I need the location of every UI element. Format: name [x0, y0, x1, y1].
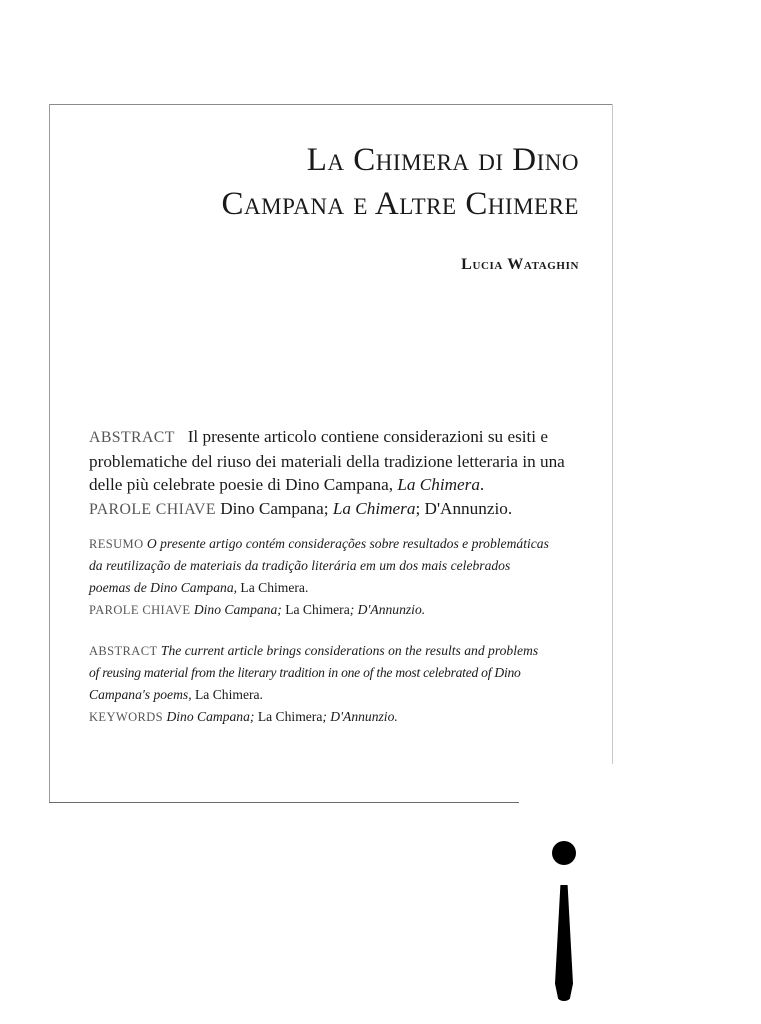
abstract-label: RESUMO: [89, 537, 144, 551]
keyword: ; D'Annunzio.: [415, 498, 513, 518]
abstract-text: .: [259, 687, 263, 702]
abstract-italian-line-1: [89, 425, 589, 450]
poem-title: La Chimera: [397, 475, 480, 494]
abstract-portuguese-line-3: [89, 577, 589, 599]
keyword-title: La Chimera: [332, 498, 416, 518]
keywords-portuguese: [89, 599, 589, 621]
keyword: ; D'Annunzio.: [322, 709, 398, 724]
abstract-portuguese-line-1: [89, 533, 589, 555]
frame-right-rule: [612, 104, 613, 764]
abstract-label: ABSTRACT: [89, 644, 158, 658]
abstract-english-line-1: [89, 640, 589, 662]
abstract-portuguese-line-2: da reutilização de materiais da tradição literária em um dos mais celebrados: [89, 558, 511, 573]
keywords-english: [89, 706, 589, 728]
abstract-text: .: [304, 580, 309, 595]
abstract-italian-line-3: [89, 473, 589, 497]
abstract-text: delle più celebrate poesie di Dino Campana,: [89, 475, 398, 494]
frame-top-rule: [49, 104, 613, 105]
keyword: ; D'Annunzio.: [349, 602, 426, 617]
title-line-1: La Chimera di Dino: [306, 142, 579, 178]
exclamation-logo-icon-dot: [552, 841, 576, 865]
abstract-text: Il presente articolo contiene considerazioni su esiti e: [187, 427, 549, 446]
abstract-text: Campana's poems,: [89, 687, 195, 702]
keyword: Dino Campana;: [166, 709, 255, 724]
poem-title: La Chimera: [195, 687, 260, 702]
frame-left-rule: [49, 104, 50, 802]
keywords-italian: [89, 497, 589, 522]
abstract-label: ABSTRACT: [89, 429, 175, 446]
abstract-text: O presente artigo contém considerações sobre resultados e problemáticas: [146, 536, 549, 551]
keywords-label: KEYWORDS: [89, 710, 164, 724]
abstract-italian: [89, 425, 589, 521]
author-name: Lucia Wataghin: [461, 256, 579, 273]
keyword-title: La Chimera: [281, 602, 350, 617]
keywords-label: PAROLE CHIAVE: [89, 500, 216, 518]
abstract-text: The current article brings considerations on the results and problems: [160, 643, 539, 658]
abstract-portuguese: [89, 533, 589, 621]
keyword: Dino Campana;: [193, 602, 282, 617]
abstract-english: [89, 640, 589, 728]
keyword-title: La Chimera: [254, 709, 323, 724]
abstract-italian-line-2: problematiche del riuso dei materiali della tradizione letteraria in una: [89, 451, 565, 471]
exclamation-logo-icon-stem: [555, 885, 573, 1001]
abstract-english-line-3: [89, 684, 589, 706]
abstract-text: .: [479, 475, 485, 494]
abstract-text: poemas de Dino Campana,: [89, 580, 241, 595]
abstract-english-line-2: of reusing material from the literary tradition in one of the most celebrated of Dino: [89, 665, 521, 680]
frame-bottom-rule: [49, 802, 519, 803]
poem-title: La Chimera: [240, 580, 305, 595]
keywords-label: PAROLE CHIAVE: [89, 603, 191, 617]
title-line-2: Campana e Altre Chimere: [221, 186, 579, 222]
keyword: Dino Campana;: [220, 498, 333, 518]
article-title: [119, 138, 579, 226]
